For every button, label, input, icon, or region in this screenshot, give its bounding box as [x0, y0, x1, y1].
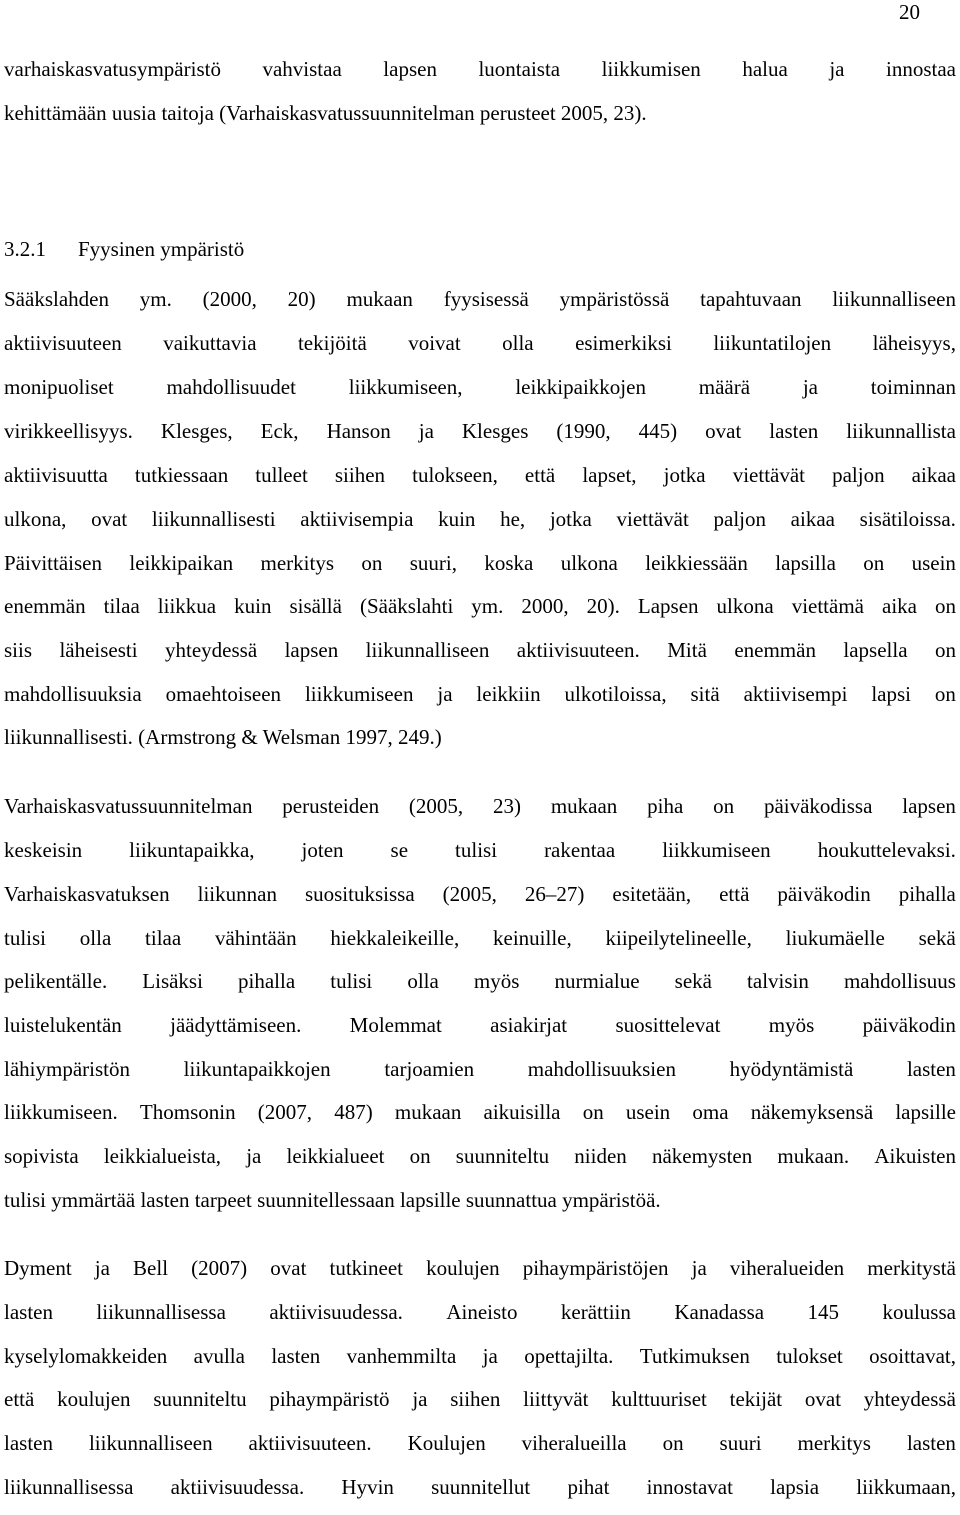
word: innostavat: [646, 1475, 733, 1499]
word: Tutkimuksen: [639, 1344, 750, 1368]
text-line: [4, 791, 956, 821]
word: mahdollisuuksien: [527, 1057, 676, 1081]
word: lapsella: [843, 638, 908, 662]
text-line: [4, 879, 956, 909]
word: leikkipaikkojen: [515, 375, 646, 399]
word: tapahtuvaan: [700, 287, 802, 311]
word: leikkiessään: [645, 551, 748, 575]
word: tutkineet: [329, 1256, 403, 1280]
word: he,: [500, 507, 526, 531]
word: mahdollisuudet: [166, 375, 296, 399]
word: Aikuisten: [874, 1144, 956, 1168]
word: liikkumiseen: [662, 838, 771, 862]
word: vähintään: [214, 926, 297, 950]
text-line: [4, 548, 956, 578]
text-line: [4, 1010, 956, 1040]
word: päiväkodin: [862, 1013, 956, 1037]
text-line: [4, 1097, 956, 1127]
word: lapsille: [895, 1100, 956, 1124]
word: tekijät: [729, 1387, 783, 1411]
word: liikunnallisessa: [96, 1300, 226, 1324]
word: keinuille,: [493, 926, 572, 950]
text-line: [4, 1341, 956, 1371]
word: sisätiloissa.: [859, 507, 956, 531]
word: 487): [334, 1100, 373, 1124]
word: varhaiskasvatusympäristö: [4, 57, 221, 81]
word: jotka: [663, 463, 706, 487]
word: rakentaa: [544, 838, 616, 862]
word: mukaan.: [777, 1144, 850, 1168]
word: sitä: [690, 682, 720, 706]
word: pihat: [567, 1475, 610, 1499]
word: lapsia: [770, 1475, 820, 1499]
word: liikunnallisessa: [4, 1475, 134, 1499]
word: liikkumiseen: [304, 682, 414, 706]
text-line: [4, 1141, 956, 1171]
word: 26–27): [524, 882, 585, 906]
word: mukaan: [346, 287, 413, 311]
text-line: [4, 966, 956, 996]
text-line: [4, 460, 956, 490]
word: läheisesti: [59, 638, 138, 662]
word: aktiivisuutta: [4, 463, 108, 487]
word: että: [719, 882, 750, 906]
word: aktiivisuudessa.: [170, 1475, 305, 1499]
text-line: [4, 1384, 956, 1414]
word: on: [361, 551, 383, 575]
word: liikunnalliseen: [88, 1431, 213, 1455]
word: merkitystä: [867, 1256, 956, 1280]
word: Kanadassa: [674, 1300, 765, 1324]
word: pihalla: [238, 969, 296, 993]
word: ulkona: [716, 594, 774, 618]
word: Dyment: [4, 1256, 72, 1280]
word: (Sääkslahti: [359, 594, 454, 618]
word: Hyvin: [341, 1475, 394, 1499]
word: halua: [742, 57, 788, 81]
word: yhteydessä: [165, 638, 258, 662]
word: ovat: [270, 1256, 307, 1280]
word: olla: [502, 331, 534, 355]
word: oma: [692, 1100, 729, 1124]
word: aikaa: [911, 463, 956, 487]
word: ympäristössä: [559, 287, 670, 311]
word: 445): [638, 419, 678, 443]
text-line: [4, 1253, 956, 1283]
word: aktiivisuuteen.: [516, 638, 640, 662]
word: lähiympäristön: [4, 1057, 130, 1081]
word: olla: [407, 969, 439, 993]
word: viettävät: [732, 463, 806, 487]
word: esitetään,: [612, 882, 692, 906]
word: ja: [246, 1144, 262, 1168]
word: talvisin: [747, 969, 809, 993]
word: ulkona,: [4, 507, 67, 531]
word: Aineisto: [446, 1300, 518, 1324]
word: virikkeellisyys.: [4, 419, 133, 443]
word: Sääkslahden: [4, 287, 109, 311]
word: tulleet: [255, 463, 308, 487]
word: aika: [882, 594, 917, 618]
word: ja: [418, 419, 434, 443]
section-number: 3.2.1: [4, 237, 46, 261]
word: sisällä: [289, 594, 342, 618]
word: leikkiin: [476, 682, 541, 706]
word: mukaan: [394, 1100, 462, 1124]
word: liikunnallisesti: [151, 507, 276, 531]
text-line: [4, 372, 956, 402]
word: leikkipaikan: [129, 551, 234, 575]
word: yhteydessä: [863, 1387, 956, 1411]
word: suosituksissa: [304, 882, 415, 906]
word: viheralueilla: [521, 1431, 627, 1455]
text-line: [4, 1428, 956, 1458]
word: pihalla: [898, 882, 956, 906]
word: on: [934, 638, 956, 662]
word: kuin: [234, 594, 272, 618]
word: hiekkaleikeille,: [330, 926, 460, 950]
word: ovat: [91, 507, 128, 531]
word: mukaan: [550, 794, 618, 818]
word: aktiivisuuteen: [4, 331, 122, 355]
word: päiväkodin: [777, 882, 871, 906]
word: Thomsonin: [139, 1100, 236, 1124]
word: enemmän: [734, 638, 816, 662]
word: voivat: [408, 331, 461, 355]
word: toiminnan: [870, 375, 956, 399]
word: paljon: [832, 463, 885, 487]
word: ovat: [705, 419, 742, 443]
word: ja: [412, 1387, 428, 1411]
word: koska: [484, 551, 534, 575]
word: olla: [79, 926, 112, 950]
word: sopivista: [4, 1144, 79, 1168]
word: perusteiden: [282, 794, 380, 818]
word: (2007,: [257, 1100, 313, 1124]
word: on: [934, 594, 956, 618]
word: joten: [301, 838, 344, 862]
text-line: kehittämään uusia taitoja (Varhaiskasvatussuunnitelman perusteet 2005, 23).: [4, 101, 647, 125]
word: mahdollisuuksia: [4, 682, 142, 706]
word: niiden: [574, 1144, 627, 1168]
word: Lapsen: [637, 594, 699, 618]
word: lasten: [4, 1431, 53, 1455]
word: on: [662, 1431, 684, 1455]
word: päiväkodissa: [763, 794, 873, 818]
word: ja: [482, 1344, 498, 1368]
word: piha: [647, 794, 684, 818]
word: ja: [691, 1256, 707, 1280]
word: aktiivisuudessa.: [269, 1300, 403, 1324]
section-heading: [4, 234, 244, 264]
word: Eck,: [260, 419, 299, 443]
word: liikuntatilojen: [713, 331, 832, 355]
word: on: [713, 794, 735, 818]
word: liikkumiseen,: [348, 375, 463, 399]
word: aktiivisuuteen.: [248, 1431, 372, 1455]
word: Klesges: [461, 419, 529, 443]
word: myös: [768, 1013, 815, 1037]
text-line: [4, 835, 956, 865]
word: usein: [625, 1100, 671, 1124]
word: ym.: [471, 594, 504, 618]
word: siis: [4, 638, 33, 662]
word: siihen: [334, 463, 386, 487]
word: suunnitellut: [431, 1475, 531, 1499]
text-line: [4, 1054, 956, 1084]
word: suunniteltu: [455, 1144, 550, 1168]
word: tulokseen,: [412, 463, 498, 487]
word: jäädyttämiseen.: [170, 1013, 302, 1037]
word: (2005,: [408, 794, 464, 818]
word: ja: [437, 682, 453, 706]
word: Bell: [133, 1256, 169, 1280]
word: pelikentälle.: [4, 969, 108, 993]
word: kyselylomakkeiden: [4, 1344, 168, 1368]
word: ym.: [139, 287, 172, 311]
word: vaikuttavia: [163, 331, 257, 355]
word: näkemysten: [651, 1144, 753, 1168]
word: osoittavat,: [869, 1344, 956, 1368]
word: jotka: [549, 507, 592, 531]
word: (2007): [191, 1256, 248, 1280]
word: Varhaiskasvatussuunnitelman: [4, 794, 253, 818]
word: lasten: [4, 1300, 53, 1324]
word: koulussa: [882, 1300, 956, 1324]
word: viettämä: [791, 594, 864, 618]
word: leikkialueet: [286, 1144, 385, 1168]
word: Hanson: [326, 419, 391, 443]
word: vanhemmilta: [346, 1344, 457, 1368]
word: on: [409, 1144, 431, 1168]
word: merkitys: [797, 1431, 871, 1455]
word: liikuntapaikka,: [129, 838, 255, 862]
word: viheralueiden: [729, 1256, 845, 1280]
word: Mitä: [667, 638, 707, 662]
word: ulkona: [560, 551, 618, 575]
text-line: [4, 328, 956, 358]
text-line: [4, 679, 956, 709]
word: siihen: [450, 1387, 501, 1411]
word: tulokset: [776, 1344, 843, 1368]
word: kiipeilytelineelle,: [605, 926, 752, 950]
word: että: [4, 1387, 35, 1411]
word: Lisäksi: [142, 969, 203, 993]
text-line: [4, 504, 956, 534]
word: nurmialue: [554, 969, 640, 993]
word: kuin: [438, 507, 476, 531]
word: pihaympäristö: [269, 1387, 390, 1411]
word: liittyvät: [523, 1387, 589, 1411]
word: määrä: [698, 375, 751, 399]
word: liikkumisen: [601, 57, 701, 81]
word: 145: [807, 1300, 840, 1324]
word: ja: [802, 375, 818, 399]
word: (1990,: [556, 419, 611, 443]
word: liikunnallista: [846, 419, 956, 443]
word: leikkialueista,: [103, 1144, 222, 1168]
text-line: [4, 54, 956, 84]
word: lasten: [271, 1344, 321, 1368]
text-line: [4, 923, 956, 953]
word: tarjoamien: [384, 1057, 475, 1081]
word: suuri,: [409, 551, 457, 575]
word: että: [524, 463, 556, 487]
word: aikuisilla: [483, 1100, 561, 1124]
word: merkitys: [260, 551, 335, 575]
word: lasten: [906, 1057, 956, 1081]
word: näkemyksensä: [750, 1100, 874, 1124]
word: on: [582, 1100, 604, 1124]
word: 23): [492, 794, 521, 818]
word: Molemmat: [349, 1013, 442, 1037]
word: suunniteltu: [153, 1387, 247, 1411]
word: liikunnalliseen: [365, 638, 490, 662]
word: avulla: [193, 1344, 245, 1368]
word: lasten: [769, 419, 819, 443]
word: tulisi: [4, 926, 47, 950]
word: aktiivisempia: [300, 507, 414, 531]
word: keskeisin: [4, 838, 83, 862]
word: Klesges,: [160, 419, 233, 443]
word: hyödyntämistä: [729, 1057, 854, 1081]
text-line: [4, 416, 956, 446]
word: tilaa: [145, 926, 182, 950]
text-line: [4, 1472, 956, 1502]
text-line: [4, 591, 956, 621]
word: tulisi: [455, 838, 498, 862]
word: lapsilla: [775, 551, 836, 575]
word: pihaympäristöjen: [522, 1256, 669, 1280]
word: ja: [94, 1256, 110, 1280]
word: on: [934, 682, 956, 706]
word: tekijöitä: [297, 331, 367, 355]
word: koulujen: [57, 1387, 131, 1411]
word: kulttuuriset: [611, 1387, 707, 1411]
word: usein: [911, 551, 956, 575]
word: mahdollisuus: [843, 969, 956, 993]
word: lapsen: [383, 57, 437, 81]
text-line: liikunnallisesti. (Armstrong & Welsman 1997, 249.): [4, 725, 442, 749]
word: liikkumiseen.: [4, 1100, 118, 1124]
word: myös: [473, 969, 520, 993]
word: (2005,: [442, 882, 497, 906]
word: asiakirjat: [490, 1013, 568, 1037]
page-number: 20: [899, 0, 920, 24]
word: lapsen: [902, 794, 956, 818]
word: houkuttelevaksi.: [817, 838, 956, 862]
word: sekä: [918, 926, 956, 950]
word: liikkumaan,: [856, 1475, 956, 1499]
text-line: tulisi ymmärtää lasten tarpeet suunnitellessaan lapsille suunnattua ympäristöä.: [4, 1188, 661, 1212]
word: lapsi: [871, 682, 911, 706]
word: tilaa: [103, 594, 140, 618]
word: 2000,: [521, 594, 569, 618]
word: läheisyys,: [872, 331, 956, 355]
word: opettajilta.: [524, 1344, 614, 1368]
word: viettävät: [616, 507, 689, 531]
word: monipuoliset: [4, 375, 114, 399]
word: innostaa: [886, 57, 956, 81]
text-line: [4, 1297, 956, 1327]
word: se: [390, 838, 409, 862]
section-title: Fyysinen ympäristö: [78, 237, 245, 261]
word: lapset,: [582, 463, 637, 487]
text-line: [4, 635, 956, 665]
word: luontaista: [478, 57, 561, 81]
word: suosittelevat: [615, 1013, 721, 1037]
word: 20).: [586, 594, 620, 618]
word: liikkua: [157, 594, 217, 618]
word: koulujen: [426, 1256, 500, 1280]
word: Varhaiskasvatuksen: [4, 882, 170, 906]
word: liukumäelle: [785, 926, 885, 950]
word: enemmän: [4, 594, 86, 618]
word: esimerkiksi: [575, 331, 672, 355]
word: luistelukentän: [4, 1013, 122, 1037]
word: 20): [287, 287, 316, 311]
word: suuri: [719, 1431, 762, 1455]
word: Koulujen: [407, 1431, 486, 1455]
text-line: [4, 284, 956, 314]
word: liikunnan: [197, 882, 277, 906]
word: (2000,: [202, 287, 257, 311]
word: lapsen: [284, 638, 339, 662]
word: Päivittäisen: [4, 551, 102, 575]
word: lasten: [906, 1431, 956, 1455]
word: sekä: [674, 969, 712, 993]
word: liikuntapaikkojen: [183, 1057, 331, 1081]
word: aikaa: [790, 507, 835, 531]
word: ovat: [804, 1387, 842, 1411]
word: vahvistaa: [262, 57, 342, 81]
word: kerättiin: [560, 1300, 631, 1324]
word: ja: [829, 57, 845, 81]
word: fyysisessä: [443, 287, 529, 311]
word: ulkotiloissa,: [564, 682, 667, 706]
word: liikunnalliseen: [832, 287, 956, 311]
word: omaehtoiseen: [165, 682, 282, 706]
word: paljon: [713, 507, 766, 531]
word: on: [863, 551, 885, 575]
word: aktiivisempi: [743, 682, 848, 706]
word: tutkiessaan: [134, 463, 229, 487]
word: tulisi: [330, 969, 373, 993]
